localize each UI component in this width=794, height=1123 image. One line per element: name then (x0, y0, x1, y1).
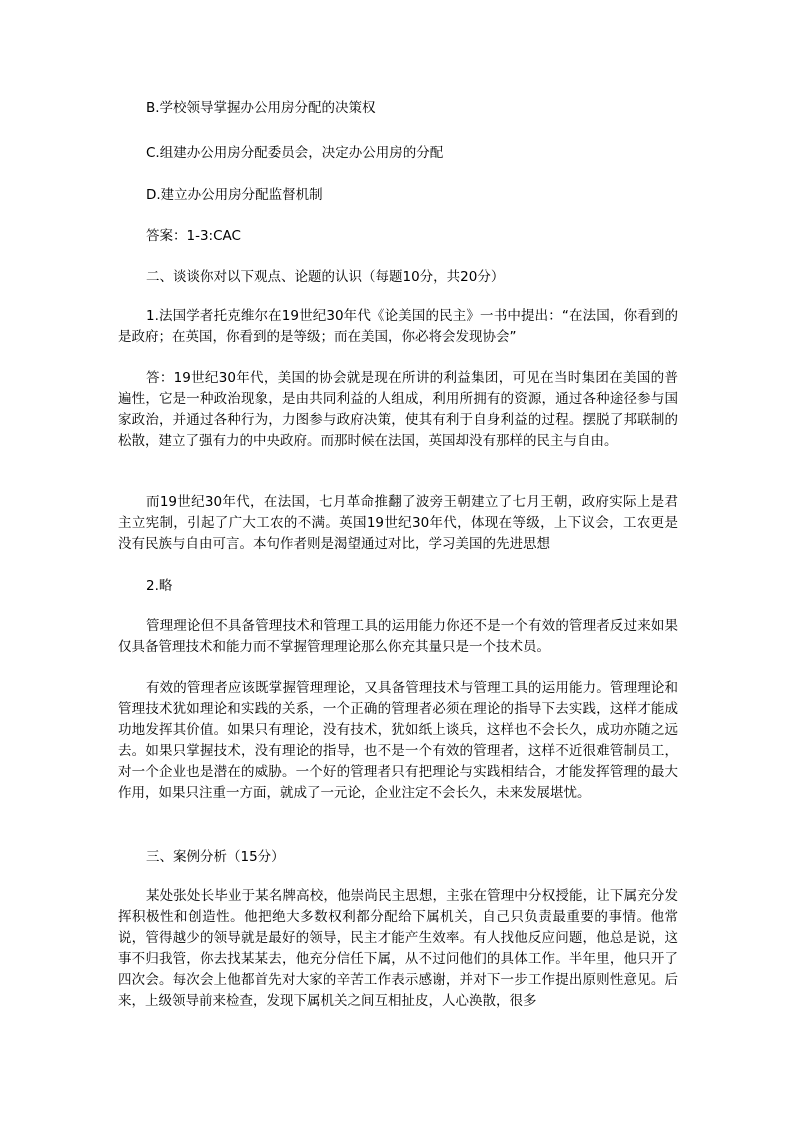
option-d: D.建立办公用房分配监督机制 (146, 187, 323, 203)
option-b: B.学校领导掌握办公用房分配的决策权 (146, 100, 376, 116)
answer-line: 答案：1-3:CAC (146, 228, 241, 244)
section-two-heading: 二、谈谈你对以下观点、论题的认识（每题10分，共20分） (146, 269, 505, 285)
case-paragraph: 某处张处长毕业于某名牌高校，他崇尚民主思想，主张在管理中分权授能，让下属充分发挥积极性和创造性。他把绝大多数权利都分配给下属机关，自己只负责最重要的事情。他常说，管得越少的领导就是最好的领导，民主才能产生效率。有人找他反应问题，他总是说，这事不归我管，你去找某某去，他充分信任下属，从不过问他们的具体工作。半年里，他只开了四次会。每次会上他都首先对大家的辛苦工作表示感谢，并对下一步工作提出原则性意见。后来，上级领导前来检查，发现下属机关之间互相扯皮，人心涣散，很多 (118, 888, 678, 1009)
option-c: C.组建办公用房分配委员会，决定办公用房的分配 (146, 145, 444, 161)
management-paragraph-1: 管理理论但不具备管理技术和管理工具的运用能力你还不是一个有效的管理者反过来如果仅具备管理技术和能力而不掌握管理理论那么你充其量只是一个技术员。 (118, 618, 678, 655)
management-paragraph-2: 有效的管理者应该既掌握管理理论，又具备管理技术与管理工具的运用能力。管理理论和管理技术犹如理论和实践的关系，一个正确的管理者必须在理论的指导下去实践，这样才能成功地发挥其价值。如果只有理论，没有技术，犹如纸上谈兵，这样也不会长久，成功亦随之远去。如果只掌握技术，没有理论的指导，也不是一个有效的管理者，这样不近很难管制员工，对一个企业也是潜在的威胁。一个好的管理者只有把理论与实践相结合，才能发挥管理的最大作用，如果只注重一方面，就成了一元论，企业注定不会长久，未来发展堪忧。 (118, 680, 678, 801)
question-1: 1.法国学者托克维尔在19世纪30年代《论美国的民主》一书中提出：“在法国，你看到的是政府；在英国，你看到的是等级；而在美国，你必将会发现协会” (118, 308, 678, 345)
section-three-heading: 三、案例分析（15分） (146, 849, 285, 865)
question-2: 2.略 (146, 578, 173, 594)
answer-1-paragraph-1: 答：19世纪30年代，美国的协会就是现在所讲的利益集团，可见在当时集团在美国的普遍性，它是一种政治现象，是由共同利益的人组成，利用所拥有的资源，通过各种途径参与国家政治，并通过各种行为，力图参与政府决策，使其有利于自身利益的过程。摆脱了邦联制的松散，建立了强有力的中央政府。而那时候在法国，英国却没有那样的民主与自由。 (118, 370, 678, 449)
answer-1-paragraph-2: 而19世纪30年代，在法国，七月革命推翻了波旁王朝建立了七月王朝，政府实际上是君主立宪制，引起了广大工农的不满。英国19世纪30年代，体现在等级，上下议会，工农更是没有民族与自由可言。本句作者则是渴望通过对比，学习美国的先进思想 (118, 494, 678, 552)
